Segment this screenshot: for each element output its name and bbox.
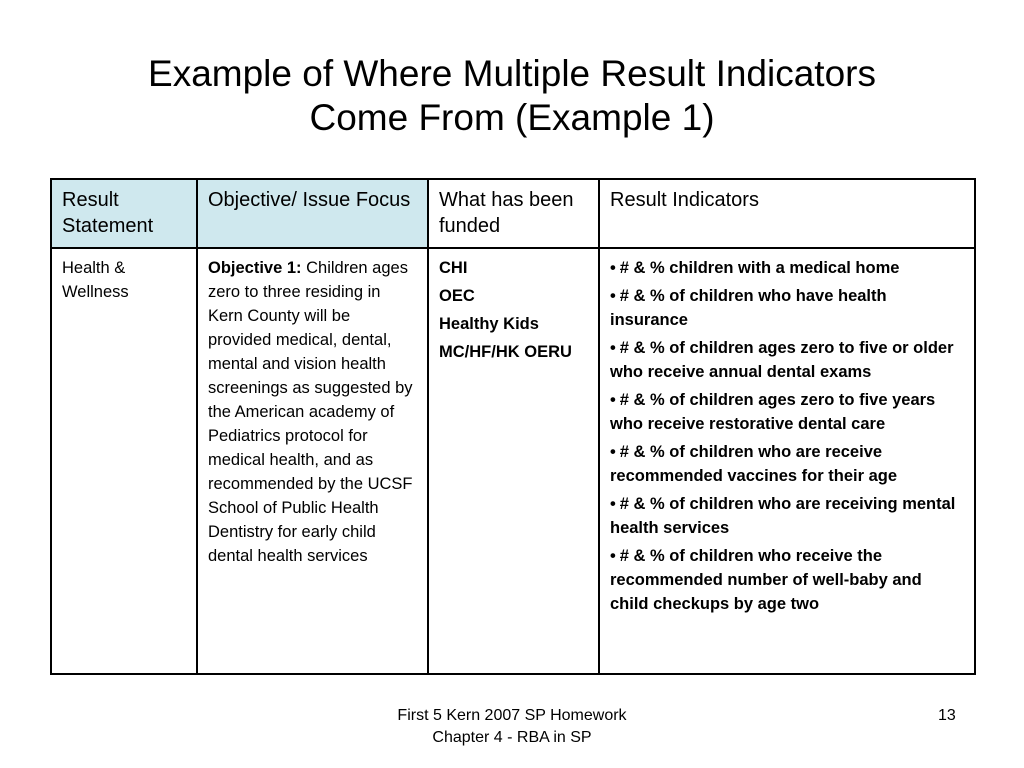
indicator-item [610, 388, 964, 436]
indicator-text: # & % of children ages zero to five years who receive restorative dental care [610, 391, 936, 433]
header-indicators: Result Indicators [599, 179, 975, 248]
funded-item: Healthy Kids [439, 315, 539, 333]
result-indicators-table [50, 178, 976, 675]
indicator-text: # & % of children who have health insurance [610, 287, 887, 329]
slide-title-line-2: Come From (Example 1) [309, 97, 715, 138]
table-header-row [51, 179, 975, 248]
indicator-item [610, 284, 964, 332]
bullet-icon: • [610, 495, 616, 513]
cell-funded [428, 248, 599, 674]
funded-item: MC/HF/HK OERU [439, 343, 572, 361]
bullet-icon: • [610, 287, 616, 305]
header-result-statement: Result Statement [51, 179, 197, 248]
cell-objective [197, 248, 428, 674]
indicator-text: # & % of children who receive the recommended number of well-baby and child checkups by age two [610, 547, 922, 613]
indicator-item [610, 544, 964, 616]
bullet-icon: • [610, 391, 616, 409]
slide-footer [0, 705, 1024, 749]
indicator-item [610, 256, 964, 280]
funded-item: CHI [439, 259, 468, 277]
table-row [51, 248, 975, 674]
objective-text: Children ages zero to three residing in Kern County will be provided medical, dental, mental and vision health screenings as suggested by the American academy of Pediatrics protocol for medical health, and as recommended by the UCSF School of Public Health Dentistry for early child dental health services [208, 259, 413, 565]
indicator-item [610, 336, 964, 384]
indicator-text: # & % of children ages zero to five or older who receive annual dental exams [610, 339, 954, 381]
indicator-text: # & % of children who are receive recommended vaccines for their age [610, 443, 898, 485]
cell-indicators [599, 248, 975, 674]
bullet-icon: • [610, 339, 616, 357]
header-objective: Objective/ Issue Focus [197, 179, 428, 248]
slide-title-line-1: Example of Where Multiple Result Indicators [148, 53, 876, 94]
indicator-text: # & % of children who are receiving mental health services [610, 495, 956, 537]
header-funded: What has been funded [428, 179, 599, 248]
bullet-icon: • [610, 547, 616, 565]
funded-item: OEC [439, 287, 475, 305]
bullet-icon: • [610, 443, 616, 461]
indicator-item [610, 492, 964, 540]
footer-line-2: Chapter 4 - RBA in SP [432, 729, 592, 746]
indicator-item [610, 440, 964, 488]
slide-title [0, 52, 1024, 140]
bullet-icon: • [610, 259, 616, 277]
indicator-text: # & % children with a medical home [619, 259, 900, 277]
objective-label: Objective 1: [208, 259, 302, 277]
footer-line-1: First 5 Kern 2007 SP Homework [397, 707, 627, 724]
page-number: 13 [938, 707, 956, 724]
cell-result-statement: Health & Wellness [51, 248, 197, 674]
